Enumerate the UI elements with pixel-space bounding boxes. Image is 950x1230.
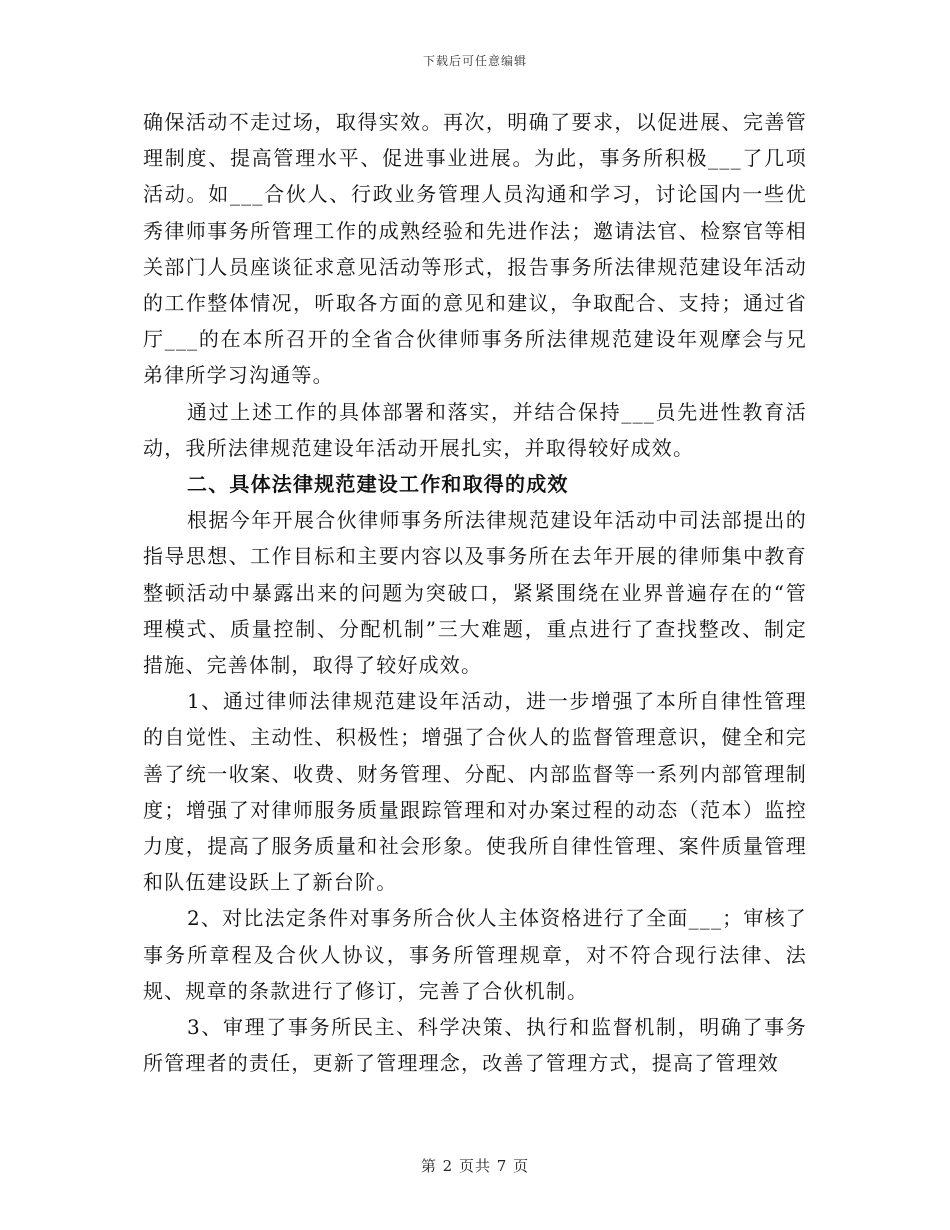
section-heading: 二、具体法律规范建设工作和取得的成效 [187, 472, 569, 497]
document-body [143, 104, 807, 1081]
paragraph-item-1: 1、通过律师法律规范建设年活动，进一步增强了本所自律性管理的自觉性、主动性、积极性；增强了合伙人的监督管理意识，健全和完善了统一收案、收费、财务管理、分配、内部监督等一系列内部管理制度；增强了对律师服务质量跟踪管理和对办案过程的动态（范本）监控力度，提高了服务质量和社会形象。使我所自律性管理、案件质量管理和队伍建设跃上了新台阶。 [143, 689, 807, 895]
paragraph-summary: 通过上述工作的具体部署和落实，并结合保持___员先进性教育活动，我所法律规范建设年活动开展扎实，并取得较好成效。 [143, 399, 807, 460]
paragraph-intro: 根据今年开展合伙律师事务所法律规范建设年活动中司法部提出的指导思想、工作目标和主要内容以及事务所在去年开展的律师集中教育整顿活动中暴露出来的问题为突破口，紧紧围绕在业界普遍存在的“管理模式、质量控制、分配机制”三大难题，重点进行了查找整改、制定措施、完善体制，取得了较好成效。 [143, 508, 807, 678]
paragraph-continuation: 确保活动不走过场，取得实效。再次，明确了要求，以促进展、完善管理制度、提高管理水平、促进事业进展。为此，事务所积极___了几项活动。如___合伙人、行政业务管理人员沟通和学习，讨论国内一些优秀律师事务所管理工作的成熟经验和先进作法；邀请法官、检察官等相关部门人员座谈征求意见活动等形式，报告事务所法律规范建设年活动的工作整体情况，听取各方面的意见和建议，争取配合、支持；通过省厅___的在本所召开的全省合伙律师事务所法律规范建设年观摩会与兄弟律所学习沟通等。 [143, 110, 807, 388]
paragraph-item-2: 2、对比法定条件对事务所合伙人主体资格进行了全面___；审核了事务所章程及合伙人协议，事务所管理规章，对不符合现行法律、法规、规章的条款进行了修订，完善了合伙机制。 [143, 906, 807, 1003]
paragraph-item-3: 3、审理了事务所民主、科学决策、执行和监督机制，明确了事务所管理者的责任，更新了管理理念，改善了管理方式，提高了管理效 [143, 1015, 807, 1076]
page-number: 第 2 页共 7 页 [420, 1157, 530, 1175]
page-header: 下载后可任意编辑 [422, 54, 527, 68]
